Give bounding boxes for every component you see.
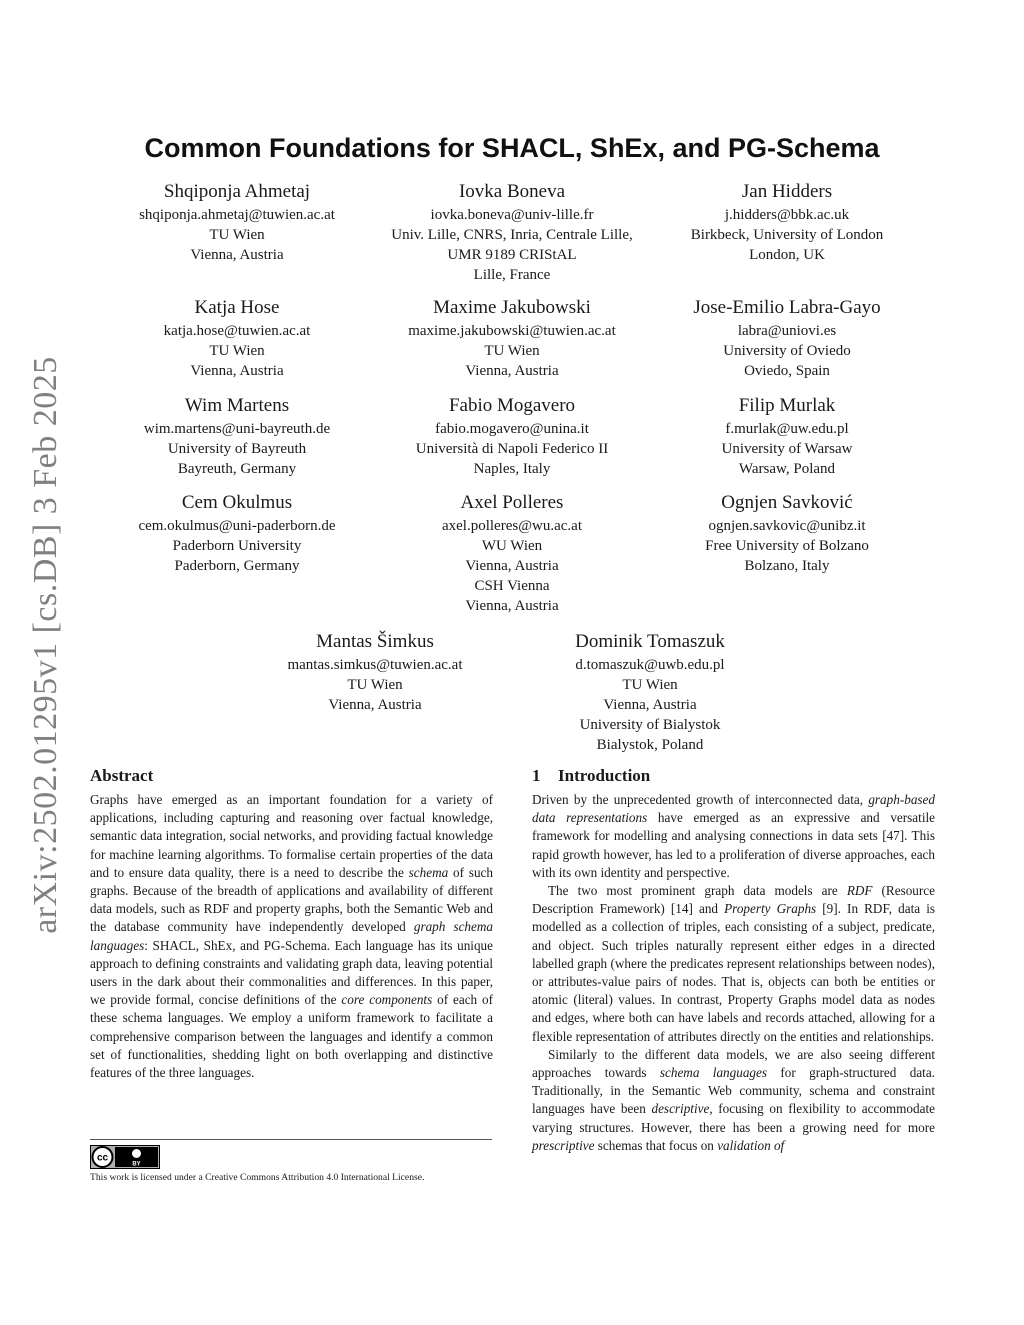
introduction-heading (532, 766, 650, 786)
by-mark: BY (132, 1161, 141, 1168)
author-affiliation: University of Bialystok (579, 717, 721, 733)
author-email[interactable]: d.tomaszuk@uwb.edu.pl (575, 657, 725, 673)
author-location: Vienna, Austria (190, 363, 284, 379)
author-affiliation: TU Wien (622, 677, 678, 693)
author-block (367, 181, 657, 285)
author-block (367, 492, 657, 616)
author-affiliation: UMR 9189 CRIStAL (447, 247, 577, 263)
emphasis-run: core components (341, 992, 433, 1008)
text-run: for graph-structured data. Traditionally, in the Semantic Web community, schema and constraint languages have been (532, 1065, 935, 1117)
author-block (367, 297, 657, 381)
author-block (367, 395, 657, 479)
author-email[interactable]: f.murlak@uw.edu.pl (725, 421, 849, 437)
cc-by-license-icon[interactable] (90, 1145, 160, 1169)
author-affiliation: TU Wien (347, 677, 403, 693)
text-run: Similarly to the different data models, we are also seeing different approaches towards (532, 1046, 935, 1081)
intro-paragraph (532, 791, 935, 882)
author-location: Bolzano, Italy (744, 558, 830, 574)
author-name: Mantas Šimkus (316, 631, 434, 652)
abstract-paragraph (90, 791, 493, 1082)
author-name: Jan Hidders (741, 181, 833, 202)
emphasis-run: prescriptive (532, 1137, 595, 1153)
author-name: Fabio Mogavero (448, 395, 576, 416)
emphasis-run: graph schema languages (90, 919, 493, 953)
emphasis-run: graph-based data representations (532, 792, 935, 826)
author-email[interactable]: cem.okulmus@uni-paderborn.de (138, 518, 336, 534)
author-block (642, 395, 932, 479)
author-location: Oviedo, Spain (744, 363, 830, 379)
author-location: Naples, Italy (473, 461, 551, 477)
author-name: Katja Hose (194, 297, 280, 318)
author-affiliation: Paderborn University (172, 538, 302, 554)
author-affiliation: TU Wien (209, 343, 265, 359)
author-location: London, UK (749, 247, 825, 263)
author-name: Ognjen Savković (721, 492, 853, 513)
author-name: Shqiponja Ahmetaj (163, 181, 311, 202)
text-run: Graphs have emerged as an important foundation for a variety of applications, including capturing and reasoning over factual knowledge, semantic data integration, social networks, and providing factual knowledge for machine learning algorithms. To formalise certain properties of the data and to ensure data quality, there is a need to describe the (90, 792, 493, 880)
emphasis-run: schema languages (659, 1065, 768, 1081)
author-affiliation: TU Wien (484, 343, 540, 359)
abstract-body (90, 791, 493, 1082)
author-email[interactable]: katja.hose@tuwien.ac.at (163, 323, 311, 339)
author-affiliation: WU Wien (481, 538, 543, 554)
intro-paragraph (532, 1046, 935, 1155)
author-block (92, 492, 382, 576)
author-name: Cem Okulmus (181, 492, 293, 513)
author-email[interactable]: maxime.jakubowski@tuwien.ac.at (408, 323, 616, 339)
author-affiliation: CSH Vienna (474, 578, 550, 594)
author-email[interactable]: labra@uniovi.es (737, 323, 837, 339)
author-name: Wim Martens (184, 395, 290, 416)
emphasis-run: RDF (846, 883, 873, 899)
author-block (642, 492, 932, 576)
footnote-divider (90, 1139, 492, 1140)
author-affiliation: University of Oviedo (723, 343, 851, 359)
author-location: Bayreuth, Germany (177, 461, 297, 477)
author-location: Warsaw, Poland (738, 461, 836, 477)
author-name: Iovka Boneva (458, 181, 566, 202)
author-block (92, 395, 382, 479)
text-run: Driven by the unprecedented growth of interconnected data, (532, 792, 869, 807)
author-location: Vienna, Austria (465, 363, 559, 379)
author-block (642, 181, 932, 265)
author-location: Vienna, Austria (465, 558, 559, 574)
text-run: schemas that focus on (594, 1137, 718, 1153)
emphasis-run: descriptive (651, 1101, 710, 1117)
author-name: Jose-Emilio Labra-Gayo (693, 297, 881, 318)
author-affiliation: University of Bayreuth (167, 441, 307, 457)
text-run: (Resource Description Framework) [14] and (532, 883, 935, 917)
author-block (92, 297, 382, 381)
author-email[interactable]: fabio.mogavero@unina.it (435, 421, 589, 437)
author-email[interactable]: wim.martens@uni-bayreuth.de (143, 421, 331, 437)
author-location: Paderborn, Germany (174, 558, 300, 574)
emphasis-run: Property Graphs (724, 901, 817, 917)
license-notice: This work is licensed under a Creative Commons Attribution 4.0 International License. (90, 1172, 425, 1183)
author-email[interactable]: shqiponja.ahmetaj@tuwien.ac.at (139, 207, 335, 223)
introduction-body (532, 791, 935, 1155)
author-email[interactable]: iovka.boneva@univ-lille.fr (430, 207, 594, 223)
author-name: Maxime Jakubowski (433, 297, 591, 318)
text-run: , focusing on flexibility to accommodate varying structures. However, there has been a growing need for more (532, 1101, 935, 1135)
author-location: Vienna, Austria (465, 598, 559, 614)
author-name: Filip Murlak (738, 395, 836, 416)
arxiv-identifier: arXiv:2502.01295v1 [cs.DB] 3 Feb 2025 (27, 356, 64, 934)
author-block (92, 181, 382, 265)
author-block (505, 631, 795, 755)
cc-mark: cc (96, 1152, 109, 1164)
author-affiliation: University of Warsaw (721, 441, 853, 457)
author-location: Vienna, Austria (328, 697, 422, 713)
abstract-heading: Abstract (90, 766, 154, 785)
section-title: Introduction (558, 766, 651, 785)
author-location: Lille, France (473, 267, 551, 283)
arxiv-sidebar (26, 356, 66, 934)
intro-paragraph (532, 882, 935, 1046)
author-affiliation: Università di Napoli Federico II (415, 441, 609, 457)
paper-title: Common Foundations for SHACL, ShEx, and PG-Schema (144, 133, 880, 163)
text-run: have emerged as an expressive and versatile framework for modelling and analysing connections in data sets [47]. This rapid growth however, has led to a proliferation of diverse approaches, each with its own identity and perspective. (532, 810, 935, 880)
section-number: 1 (532, 766, 541, 785)
author-email[interactable]: j.hidders@bbk.ac.uk (724, 207, 850, 223)
author-affiliation: Univ. Lille, CNRS, Inria, Centrale Lille, (391, 227, 633, 243)
author-affiliation: Free University of Bolzano (705, 538, 869, 554)
author-block (642, 297, 932, 381)
author-email[interactable]: mantas.simkus@tuwien.ac.at (287, 657, 463, 673)
author-location: Vienna, Austria (603, 697, 697, 713)
emphasis-run: validation of (717, 1137, 785, 1153)
author-email[interactable]: axel.polleres@wu.ac.at (441, 518, 582, 534)
text-run: of each of these schema languages. We employ a uniform framework to facilitate a comprehensive comparison between the languages and identify a common set of functionalities, shedding light on both overlapping and distinctive features of the three languages. (90, 992, 494, 1081)
author-name: Dominik Tomaszuk (575, 631, 725, 652)
author-location: Vienna, Austria (190, 247, 284, 263)
author-location: Bialystok, Poland (596, 737, 704, 753)
author-name: Axel Polleres (460, 492, 564, 513)
author-affiliation: TU Wien (209, 227, 265, 243)
text-run: : SHACL, ShEx, and PG-Schema. Each language has its unique approach to defining constraints and validating graph data, leaving potential users in the dark about their commonalities and differences. In this paper, we provide formal, concise definitions of the (90, 937, 493, 1008)
author-affiliation: Birkbeck, University of London (690, 227, 884, 243)
author-email[interactable]: ognjen.savkovic@unibz.it (708, 518, 866, 534)
text-run: of such graphs. Because of the breadth of applications and availability of different data models, such as RDF and property graphs, both the Semantic Web and the database community have independently developed (90, 864, 493, 935)
author-block (230, 631, 520, 715)
text-run: The two most prominent graph data models are (548, 883, 847, 899)
text-run: [9]. In RDF, data is modelled as a collection of triples, each consisting of a subject, predicate, and object. Such triples naturally represent either edges in a directed labelled graph (where the predicates represent relationships between nodes), or attributes-value pairs of nodes. That is, objects can both be entities or atomic (literal) values. In contrast, Property Graphs model data as nodes and edges, where both can have labels and records attached, allowing for a flexible representation of attributes directly on the entities and relationships. (532, 901, 935, 1044)
emphasis-run: schema (408, 864, 449, 880)
